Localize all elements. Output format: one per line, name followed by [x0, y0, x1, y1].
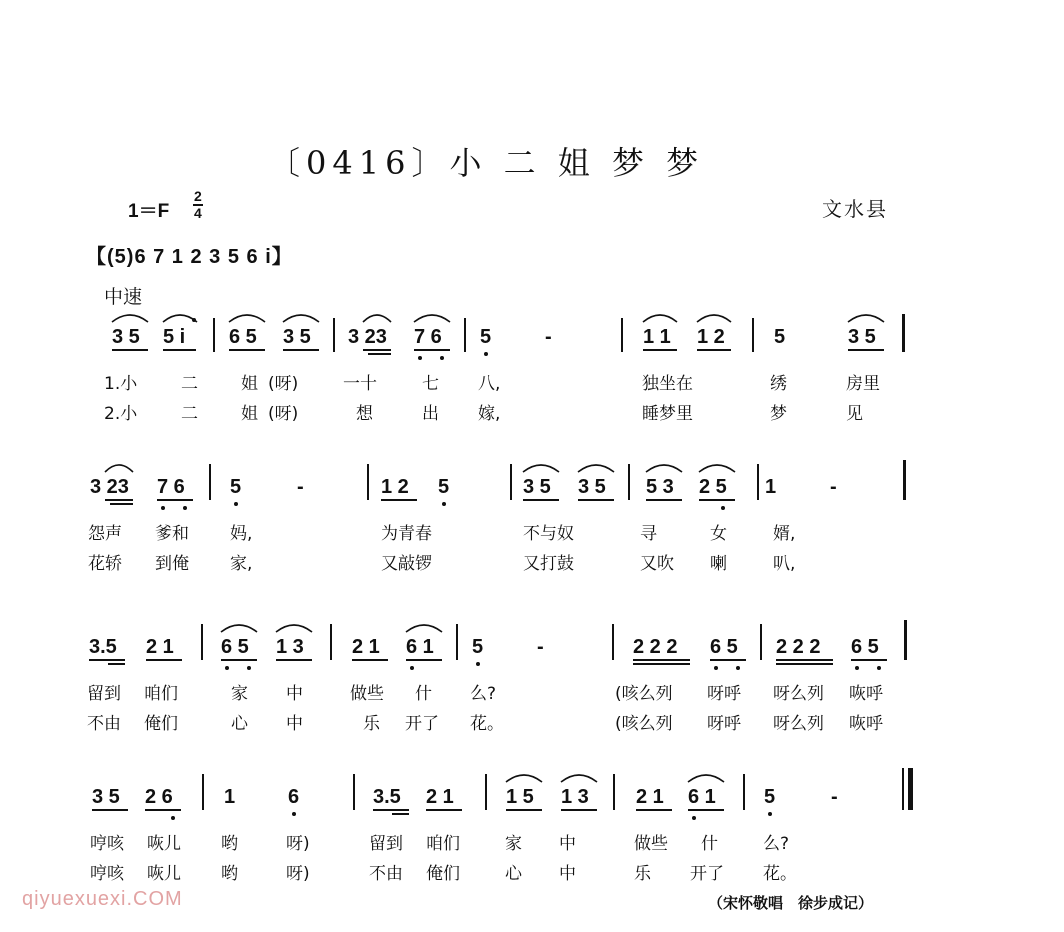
note-group: 6 5	[710, 636, 738, 658]
lyric-verse-1: 妈,	[230, 524, 253, 544]
note-group: 5 3	[646, 476, 674, 498]
note-group: 3 23	[348, 326, 387, 348]
note-group: 2 2 2	[776, 636, 821, 658]
lyric-verse-2: 俺们	[144, 714, 178, 734]
lyric-verse-2: (咳么列	[615, 714, 673, 734]
lyric-verse-1: 哟	[221, 834, 238, 854]
note-group: 3 23	[90, 476, 129, 498]
lyric-verse-1: 呀)	[286, 834, 310, 854]
lyric-verse-2: 哼咳	[90, 864, 124, 884]
lyric-verse-1: 留到	[369, 834, 403, 854]
lyric-verse-1: 房里	[846, 374, 880, 394]
note-group: 6 1	[688, 786, 716, 808]
note-group: -	[537, 636, 544, 658]
lyric-verse-2: 呀么列	[773, 714, 824, 734]
lyric-verse-2: 开了	[405, 714, 439, 734]
lyric-verse-2: 开了	[690, 864, 724, 884]
lyric-verse-2: 中	[559, 864, 576, 884]
lyric-verse-1: 中	[286, 684, 303, 704]
note-group: 5	[438, 476, 450, 498]
lyric-verse-2: 出	[422, 404, 439, 424]
lyric-verse-1: 女	[710, 524, 727, 544]
note-group: 2 2 2	[633, 636, 678, 658]
region-label: 文水县	[822, 197, 888, 221]
note-group: 3 5	[92, 786, 120, 808]
lyric-verse-2: 二	[181, 404, 198, 424]
note-group: 2 6	[145, 786, 173, 808]
lyric-verse-1: 爹和	[155, 524, 189, 544]
lyric-verse-1: (呀)	[268, 374, 299, 394]
note-group: 7 6	[157, 476, 185, 498]
lyric-verse-2: 乐	[634, 864, 651, 884]
lyric-verse-2: 睡梦里	[642, 404, 693, 424]
lyric-verse-1: 咱们	[426, 834, 460, 854]
note-group: 5	[472, 636, 484, 658]
lyric-verse-1: 么?	[763, 834, 790, 854]
lyric-verse-2: 又吹	[640, 554, 674, 574]
lyric-verse-1: 咴儿	[147, 834, 181, 854]
note-group: -	[830, 476, 837, 498]
lyric-verse-2: 呀)	[286, 864, 310, 884]
note-group: 5 i	[163, 326, 186, 348]
lyric-verse-2: 花。	[763, 864, 797, 884]
credit-line: （宋怀敬唱 徐步成记）	[708, 894, 874, 912]
lyric-verse-1: (咳么列	[615, 684, 673, 704]
lyric-verse-1: 呀么列	[773, 684, 824, 704]
lyric-verse-1: 二	[181, 374, 198, 394]
note-group: 6	[288, 786, 300, 808]
lyric-verse-1: 中	[559, 834, 576, 854]
lyric-verse-2: 喇	[710, 554, 727, 574]
lyric-verse-2: 中	[286, 714, 303, 734]
lyric-verse-1: 家	[505, 834, 522, 854]
lyric-verse-2: 梦	[770, 404, 787, 424]
note-group: 2 1	[146, 636, 174, 658]
lyric-verse-2: 姐	[241, 404, 258, 424]
time-signature-top: 2	[194, 188, 202, 204]
note-group: 1 5	[506, 786, 534, 808]
song-title: 〔0416〕小 二 姐 梦 梦	[268, 144, 705, 182]
lyric-verse-1: 哼咳	[90, 834, 124, 854]
note-group: 1	[224, 786, 236, 808]
lyric-verse-2: 不由	[369, 864, 403, 884]
note-group: 2 1	[352, 636, 380, 658]
mode-scale: 【(5)6 7 1 2 3 5 6 i】	[86, 246, 293, 268]
lyric-verse-1: 做些	[634, 834, 668, 854]
note-group: 5	[764, 786, 776, 808]
lyric-verse-2: 呀呼	[707, 714, 741, 734]
note-group: 6 1	[406, 636, 434, 658]
note-group: 5	[480, 326, 492, 348]
lyric-verse-2: 叭,	[773, 554, 796, 574]
lyric-verse-1: 么?	[470, 684, 497, 704]
key-signature: 1＝F	[128, 201, 170, 222]
lyric-verse-1: 做些	[350, 684, 384, 704]
note-group: 2 5	[699, 476, 727, 498]
lyric-verse-1: 怨声	[88, 524, 122, 544]
note-group: 1 2	[381, 476, 409, 498]
lyric-verse-2: 2.小	[104, 404, 138, 424]
note-group: 3 5	[848, 326, 876, 348]
lyric-verse-1: 七	[422, 374, 439, 394]
note-group: -	[297, 476, 304, 498]
lyric-verse-2: 嫁,	[478, 404, 501, 424]
lyric-verse-2: 见	[846, 404, 863, 424]
note-group: 6 5	[851, 636, 879, 658]
lyric-verse-2: 心	[231, 714, 248, 734]
lyric-verse-1: 姐	[241, 374, 258, 394]
lyric-verse-1: 婿,	[773, 524, 796, 544]
lyric-verse-1: 独坐在	[642, 374, 693, 394]
time-signature-bottom: 4	[194, 205, 202, 221]
note-group: 3 5	[578, 476, 606, 498]
tempo-marking: 中速	[104, 286, 143, 308]
lyric-verse-1: 不与奴	[523, 524, 574, 544]
lyric-verse-1: 一十	[343, 374, 377, 394]
lyric-verse-2: 乐	[363, 714, 380, 734]
note-group: 1 2	[697, 326, 725, 348]
note-group: 5	[774, 326, 786, 348]
note-group: 3.5	[89, 636, 117, 658]
lyric-verse-1: 留到	[87, 684, 121, 704]
site-watermark: qiyuexuexi.COM	[22, 888, 183, 910]
lyric-verse-2: 俺们	[426, 864, 460, 884]
lyric-verse-1: 八,	[478, 374, 501, 394]
lyric-verse-1: 咴呼	[849, 684, 883, 704]
note-group: 3 5	[523, 476, 551, 498]
lyric-verse-2: 花。	[470, 714, 504, 734]
note-group: -	[545, 326, 552, 348]
note-group: 1	[765, 476, 777, 498]
lyric-verse-1: 为青春	[381, 524, 432, 544]
lyric-verse-2: 又打鼓	[523, 554, 574, 574]
lyric-verse-1: 1.小	[104, 374, 138, 394]
lyric-verse-1: 寻	[640, 524, 657, 544]
note-group: 2 1	[636, 786, 664, 808]
lyric-verse-1: 什	[701, 834, 718, 854]
note-group: -	[831, 786, 838, 808]
note-group: 3 5	[112, 326, 140, 348]
lyric-verse-2: (呀)	[268, 404, 299, 424]
lyric-verse-1: 呀呼	[707, 684, 741, 704]
note-group: 6 5	[221, 636, 249, 658]
lyric-verse-1: 咱们	[144, 684, 178, 704]
note-group: 3 5	[283, 326, 311, 348]
lyric-verse-2: 心	[505, 864, 522, 884]
lyric-verse-2: 花轿	[88, 554, 122, 574]
note-group: 2 1	[426, 786, 454, 808]
lyric-verse-2: 想	[356, 404, 373, 424]
note-group: 1 3	[276, 636, 304, 658]
lyric-verse-2: 到俺	[155, 554, 189, 574]
lyric-verse-2: 哟	[221, 864, 238, 884]
note-group: 1 3	[561, 786, 589, 808]
note-group: 3.5	[373, 786, 401, 808]
lyric-verse-2: 咴呼	[849, 714, 883, 734]
lyric-verse-2: 不由	[87, 714, 121, 734]
lyric-verse-1: 什	[415, 684, 432, 704]
note-group: 7 6	[414, 326, 442, 348]
note-group: 5	[230, 476, 242, 498]
lyric-verse-1: 绣	[770, 374, 787, 394]
lyric-verse-2: 家,	[230, 554, 253, 574]
note-group: 6 5	[229, 326, 257, 348]
lyric-verse-2: 又敲锣	[381, 554, 432, 574]
lyric-verse-2: 咴儿	[147, 864, 181, 884]
note-group: 1 1	[643, 326, 671, 348]
lyric-verse-1: 家	[231, 684, 248, 704]
